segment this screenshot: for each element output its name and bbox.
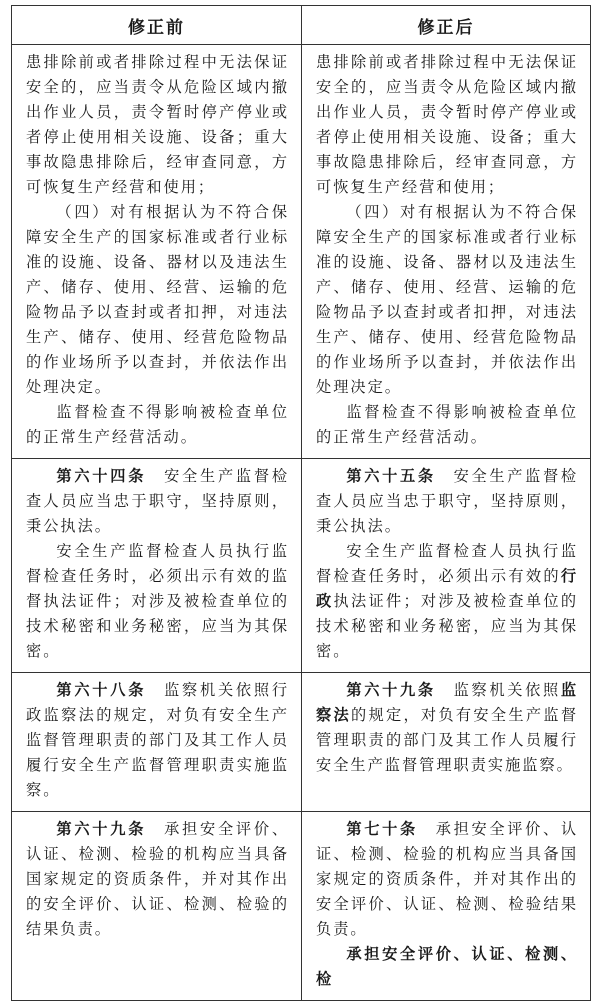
paragraph bbox=[26, 817, 289, 942]
cell-before bbox=[12, 673, 302, 812]
amended-text: 行政 bbox=[316, 567, 578, 610]
cell-after bbox=[302, 812, 591, 1001]
comparison-table bbox=[11, 5, 591, 1001]
paragraph bbox=[26, 464, 289, 539]
paragraph: 患排除前或者排除过程中无法保证安全的，应当责令从危险区域内撤出作业人员，责令暂时停产停业或者停止使用相关设施、设备；重大事故隐患排除后，经审查同意，方可恢复生产经营和使用； bbox=[316, 53, 578, 196]
cell-before bbox=[12, 45, 302, 459]
cell-after bbox=[302, 459, 591, 673]
paragraph-text: 的规定，对负有安全生产监督管理职责的部门及其工作人员履行安全生产监督管理职责实施监察。 bbox=[316, 706, 579, 774]
article-number: 第六十五条 bbox=[346, 467, 436, 485]
header-before: 修正前 bbox=[12, 6, 302, 45]
table-row bbox=[12, 812, 591, 1001]
paragraph: （四）对有根据认为不符合保障安全生产的国家标准或者行业标准的设施、设备、器材以及违法生产、储存、使用、经营、运输的危险物品予以查封或者扣押，对违法生产、储存、使用、经营危险物品的作业场所予以查封，并依法作出处理决定。 bbox=[316, 203, 578, 396]
table-row bbox=[12, 45, 591, 459]
paragraph-text: 承担安全评价、认证、检测、检验的机构应当具备国家规定的资质条件，并对其作出的安全评价、认证、检测、检验结果负责。 bbox=[316, 820, 579, 938]
article-number: 第六十九条 bbox=[346, 681, 436, 699]
article-number: 第六十四条 bbox=[56, 467, 147, 485]
paragraph-text: 安全生产监督检查人员应当忠于职守，坚持原则，秉公执法。 bbox=[316, 467, 579, 535]
paragraph bbox=[316, 539, 578, 664]
paragraph bbox=[26, 678, 289, 803]
article-number: 第六十九条 bbox=[56, 820, 147, 838]
paragraph-text: 执法证件；对涉及被检查单位的技术秘密和业务秘密，应当为其保密。 bbox=[316, 592, 579, 660]
paragraph: 监督检查不得影响被检查单位的正常生产经营活动。 bbox=[26, 403, 289, 446]
paragraph-text: 安全生产监督检查人员应当忠于职守，坚持原则，秉公执法。 bbox=[26, 467, 290, 535]
paragraph-text: 承担安全评价、认证、检测、检验的机构应当具备国家规定的资质条件，并对其作出的安全评价、认证、检测、检验的结果负责。 bbox=[26, 820, 290, 938]
cell-before bbox=[12, 812, 302, 1001]
article-number: 第六十八条 bbox=[56, 681, 147, 699]
paragraph-text: 安全生产监督检查人员执行监督检查任务时，必须出示有效的 bbox=[316, 542, 578, 585]
paragraph-text: 监察机关依照行政监察法的规定，对负有安全生产监督管理职责的部门及其工作人员履行安全生产监督管理职责实施监察。 bbox=[26, 681, 290, 799]
paragraph: 安全生产监督检查人员执行监督检查任务时，必须出示有效的监督执法证件；对涉及被检查单位的技术秘密和业务秘密，应当为其保密。 bbox=[26, 542, 289, 660]
paragraph bbox=[316, 817, 578, 942]
amended-text: 监察法 bbox=[316, 681, 579, 724]
cell-after bbox=[302, 673, 591, 812]
table-row bbox=[12, 673, 591, 812]
header-after: 修正后 bbox=[302, 6, 591, 45]
table-row bbox=[12, 459, 591, 673]
paragraph bbox=[316, 678, 578, 778]
article-number: 第七十条 bbox=[346, 820, 418, 838]
header-row bbox=[12, 6, 591, 45]
paragraph: 监督检查不得影响被检查单位的正常生产经营活动。 bbox=[316, 403, 578, 446]
paragraph bbox=[316, 464, 578, 539]
paragraph: 患排除前或者排除过程中无法保证安全的，应当责令从危险区域内撤出作业人员，责令暂时停产停业或者停止使用相关设施、设备；重大事故隐患排除后，经审查同意，方可恢复生产经营和使用； bbox=[26, 53, 289, 196]
amended-text: 承担安全评价、认证、检测、检 bbox=[316, 945, 578, 988]
paragraph: （四）对有根据认为不符合保障安全生产的国家标准或者行业标准的设施、设备、器材以及违法生产、储存、使用、经营、运输的危险物品予以查封或者扣押，对违法生产、储存、使用、经营危险物品的作业场所予以查封，并依法作出处理决定。 bbox=[26, 203, 289, 396]
cell-before bbox=[12, 459, 302, 673]
cell-after bbox=[302, 45, 591, 459]
paragraph-text: 监察机关依照 bbox=[453, 681, 561, 699]
